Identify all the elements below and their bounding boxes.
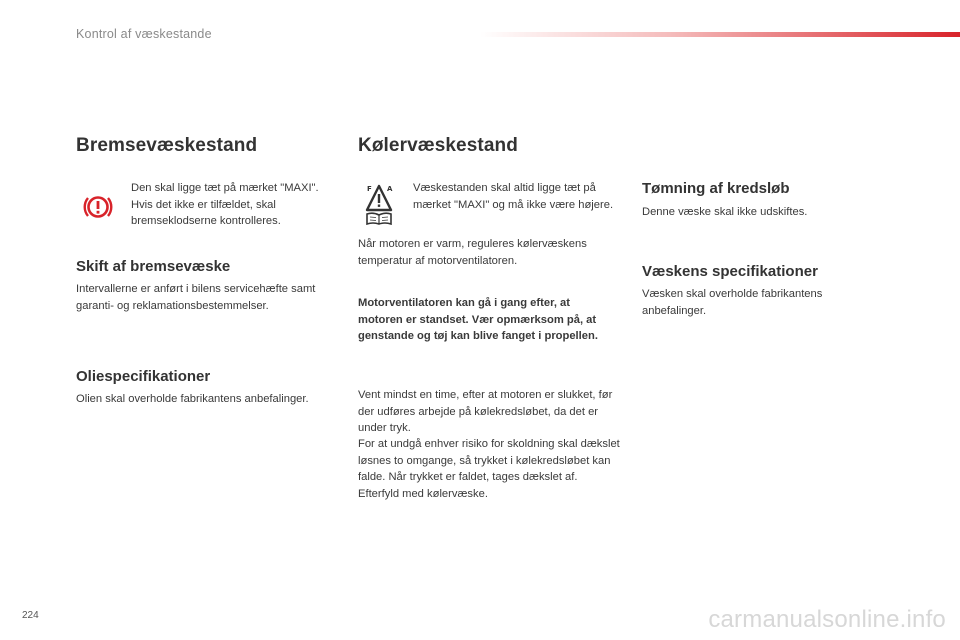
brake-warning-text: Den skal ligge tæt på mærket "MAXI". Hvis det ikke er tilfældet, skal bremseklodserne kontrolleres. [131,182,319,227]
fluid-spec-text: Væsken skal overholde fabrikantens anbefalinger. [642,288,823,317]
svg-text:A: A [387,185,393,193]
coolant-level-text: Væskestanden skal altid ligge tæt på mærket "MAXI" og må ikke være højere. [413,182,614,211]
coolant-wait-text: Vent mindst en time, efter at motoren er slukket, før der udføres arbejde på kølekredsløbet, da det er under tryk. [358,389,613,434]
oil-spec-title: Oliespecifikationer [76,368,211,385]
draining-text: Denne væske skal ikke udskiftes. [642,206,808,218]
oil-spec-text: Olien skal overholde fabrikantens anbefalinger. [76,393,309,405]
svg-text:F: F [367,185,372,193]
watermark: carmanualsonline.info [708,606,946,633]
brake-warning-icon [82,193,114,226]
page-number: 224 [22,610,39,621]
brake-section [76,135,346,157]
brake-change-title: Skift af bremsevæske [76,258,231,275]
coolant-scald-text: For at undgå enhver risiko for skoldning skal dækslet løsnes to omgange, så trykket i kølekredsløbet kan falde. Når trykket er faldet, tages dækslet af. Efterfyld med kølervæske. [358,438,620,500]
header-accent-bar [480,32,960,37]
coolant-section-title: Kølervæskestand [358,135,518,156]
coolant-fan-text: Når motoren er varm, reguleres kølervæskens temperatur af motorventilatoren. [358,238,587,267]
draining-title: Tømning af kredsløb [642,180,790,197]
fluid-spec-title: Væskens specifikationer [642,263,818,280]
hot-coolant-warning-icon [364,183,394,230]
coolant-fan-warning: Motorventilatoren kan gå i gang efter, at motoren er standset. Vær opmærksom på, at genstande og tøj kan blive fanget i propellen. [358,297,598,342]
brake-change-text: Intervallerne er anført i bilens servicehæfte samt garanti- og reklamationsbestemmelser. [76,283,316,312]
page-header-title: Kontrol af væskestande [76,27,212,41]
brake-section-title: Bremsevæskestand [76,135,258,156]
